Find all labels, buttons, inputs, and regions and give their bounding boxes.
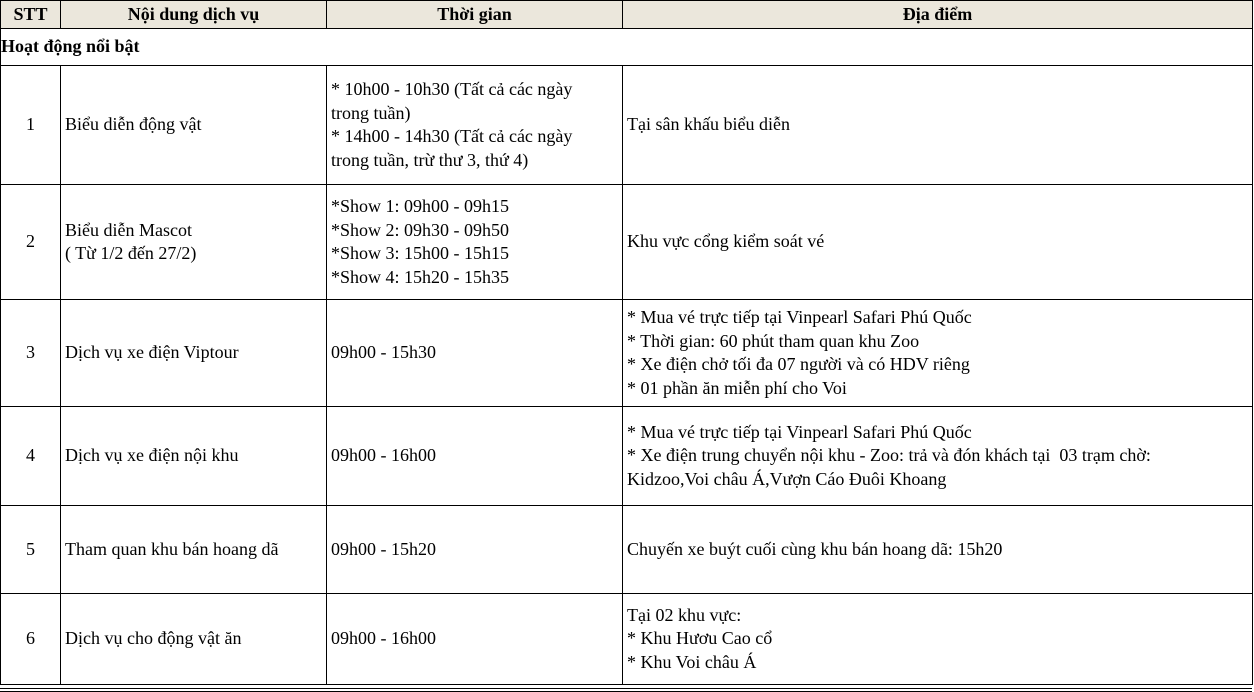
row-location xyxy=(623,506,1253,594)
row-time-line: 09h00 - 16h00 xyxy=(331,628,436,649)
header-service: Nội dung dịch vụ xyxy=(61,1,327,29)
row-time-line: trong tuần) xyxy=(331,102,411,123)
header-stt: STT xyxy=(1,1,61,29)
row-time-line: 09h00 - 15h30 xyxy=(331,342,436,363)
row-location-line: Khu vực cổng kiểm soát vé xyxy=(627,231,825,252)
row-stt: 1 xyxy=(1,66,61,185)
row-location xyxy=(623,66,1253,185)
header-location: Địa điểm xyxy=(623,1,1253,29)
table-row xyxy=(1,185,1253,300)
row-stt: 3 xyxy=(1,300,61,407)
row-service-line: Biểu diễn động vật xyxy=(65,114,202,135)
row-location-line: Tại sân khấu biểu diễn xyxy=(627,114,790,135)
table-row xyxy=(1,506,1253,594)
row-location-line: * Thời gian: 60 phút tham quan khu Zoo xyxy=(627,330,920,351)
row-location-line: * Khu Voi châu Á xyxy=(627,651,757,672)
bottom-rule xyxy=(0,688,1252,692)
row-location xyxy=(623,594,1253,685)
row-service xyxy=(61,300,327,407)
row-time xyxy=(327,407,623,506)
row-stt: 2 xyxy=(1,185,61,300)
row-time-line: * 10h00 - 10h30 (Tất cả các ngày xyxy=(331,79,573,99)
row-location xyxy=(623,407,1253,506)
row-time-line: *Show 2: 09h30 - 09h50 xyxy=(331,219,510,240)
row-time-line: * 14h00 - 14h30 (Tất cả các ngày xyxy=(331,126,573,146)
row-time-line: 09h00 - 16h00 xyxy=(331,445,436,466)
row-service xyxy=(61,185,327,300)
row-time xyxy=(327,594,623,685)
row-location-line: * Xe điện chở tối đa 07 người và có HDV riêng xyxy=(627,354,970,374)
row-service-line: Biểu diễn Mascot xyxy=(65,219,192,240)
row-time-line: trong tuần, trừ thư 3, thứ 4) xyxy=(331,149,529,170)
section-row xyxy=(1,29,1253,66)
row-time xyxy=(327,185,623,300)
row-location-line: Kidzoo,Voi châu Á,Vượn Cáo Đuôi Khoang xyxy=(627,468,947,489)
row-location-line: * 01 phần ăn miễn phí cho Voi xyxy=(627,377,847,398)
row-time-line: 09h00 - 15h20 xyxy=(331,538,436,559)
row-time xyxy=(327,66,623,185)
row-service xyxy=(61,506,327,594)
row-location xyxy=(623,300,1253,407)
table-row xyxy=(1,594,1253,685)
row-time xyxy=(327,300,623,407)
header-time: Thời gian xyxy=(327,1,623,29)
row-location-line: * Mua vé trực tiếp tại Vinpearl Safari Phú Quốc xyxy=(627,307,972,327)
row-location-line: * Mua vé trực tiếp tại Vinpearl Safari Phú Quốc xyxy=(627,421,972,442)
row-location-line: Tại 02 khu vực: xyxy=(627,604,742,625)
row-location-line: * Xe điện trung chuyển nội khu - Zoo: trả và đón khách tại 03 trạm chờ: xyxy=(627,445,1151,466)
row-location-line: Chuyến xe buýt cuối cùng khu bán hoang dã: 15h20 xyxy=(627,538,1003,559)
header-row xyxy=(1,1,1253,29)
row-service-line: Tham quan khu bán hoang dã xyxy=(65,538,279,559)
row-time xyxy=(327,506,623,594)
table-row xyxy=(1,300,1253,407)
row-service-line: Dịch vụ cho động vật ăn xyxy=(65,628,242,649)
row-service xyxy=(61,407,327,506)
row-location xyxy=(623,185,1253,300)
row-service-line: ( Từ 1/2 đến 27/2) xyxy=(65,243,197,263)
row-time-line: *Show 3: 15h00 - 15h15 xyxy=(331,243,510,263)
row-time-line: *Show 4: 15h20 - 15h35 xyxy=(331,266,510,287)
row-stt: 4 xyxy=(1,407,61,506)
row-stt: 5 xyxy=(1,506,61,594)
row-service-line: Dịch vụ xe điện Viptour xyxy=(65,342,239,363)
section-title: Hoạt động nổi bật xyxy=(1,29,1253,66)
row-service xyxy=(61,594,327,685)
row-location-line: * Khu Hươu Cao cổ xyxy=(627,628,773,649)
row-time-line: *Show 1: 09h00 - 09h15 xyxy=(331,196,510,216)
row-service-line: Dịch vụ xe điện nội khu xyxy=(65,445,239,466)
table-row xyxy=(1,407,1253,506)
row-service xyxy=(61,66,327,185)
row-stt: 6 xyxy=(1,594,61,685)
table-row xyxy=(1,66,1253,185)
